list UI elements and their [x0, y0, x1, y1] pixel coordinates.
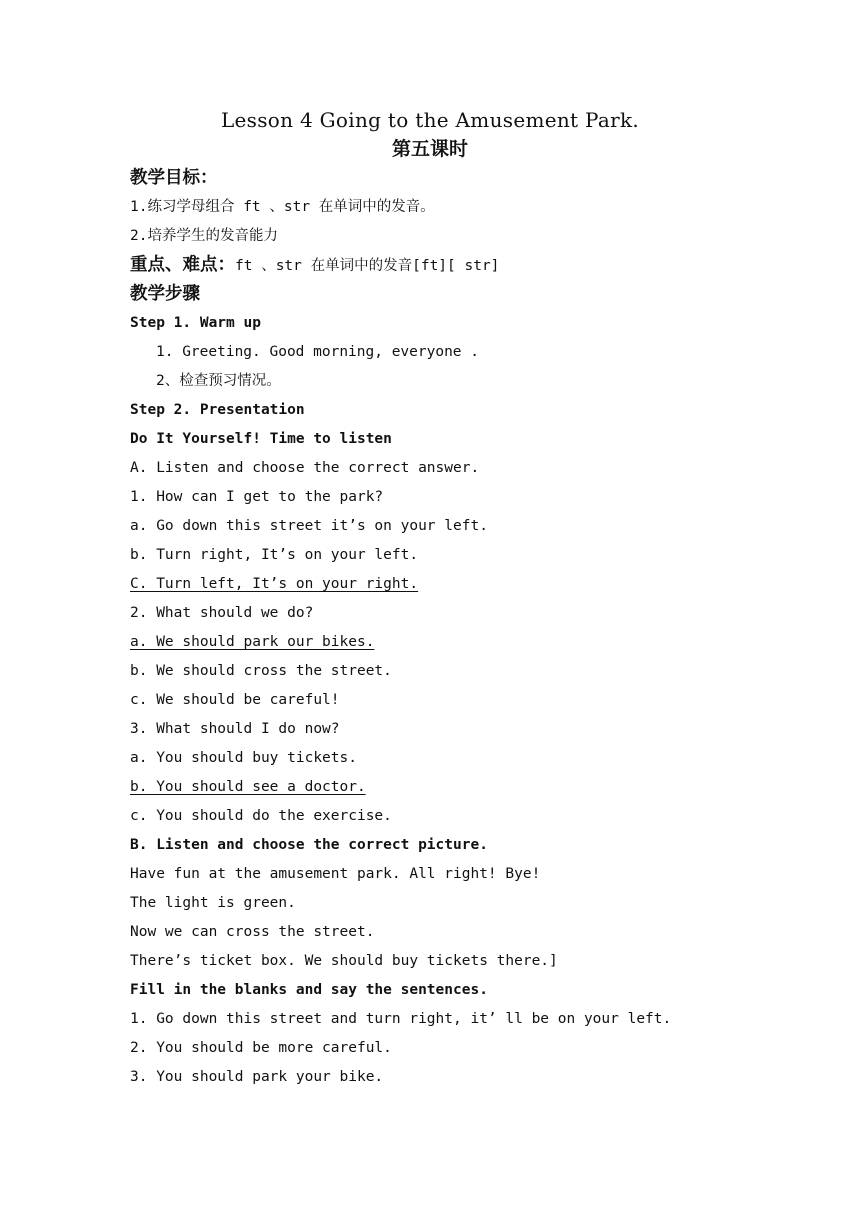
step2-subheading: Do It Yourself! Time to listen	[130, 431, 392, 447]
q2-answer-underlined: a. We should park our bikes.	[130, 634, 375, 650]
q2-option-b: b. We should cross the street.	[130, 663, 392, 679]
question-3: 3. What should I do now?	[130, 721, 340, 737]
part-b-line: Have fun at the amusement park. All right! Bye!	[130, 866, 541, 882]
part-b-instruction: B. Listen and choose the correct picture.	[130, 837, 488, 853]
question-1: 1. How can I get to the park?	[130, 489, 384, 505]
lesson-body	[130, 164, 750, 1092]
q3-option-c: c. You should do the exercise.	[130, 808, 392, 824]
key-points-text: ft 、str 在单词中的发音[ft][ str]	[235, 258, 500, 274]
objective-item: 1.练习学母组合 ft 、str 在单词中的发音。	[130, 199, 435, 215]
steps-heading: 教学步骤	[130, 284, 200, 304]
part-b-line: The light is green.	[130, 895, 296, 911]
q1-option-b: b. Turn right, It’s on your left.	[130, 547, 419, 563]
q1-option-a: a. Go down this street it’s on your left.	[130, 518, 488, 534]
q3-answer-underlined: b. You should see a doctor.	[130, 779, 366, 795]
objective-item: 2.培养学生的发音能力	[130, 228, 278, 244]
part-b-line: There’s ticket box. We should buy tickets there.]	[130, 953, 558, 969]
fill-instruction: Fill in the blanks and say the sentences.	[130, 982, 488, 998]
step1-item: 1. Greeting. Good morning, everyone .	[156, 344, 480, 360]
step1-item: 2、检查预习情况。	[156, 373, 281, 389]
part-b-line: Now we can cross the street.	[130, 924, 375, 940]
key-points	[130, 251, 750, 280]
key-points-label: 重点、难点：	[130, 255, 235, 275]
q3-option-b-answer	[130, 773, 750, 802]
part-a-instruction: A. Listen and choose the correct answer.	[130, 460, 480, 476]
fill-line: 2. You should be more careful.	[130, 1040, 392, 1056]
q1-option-c-answer	[130, 570, 750, 599]
q3-option-a: a. You should buy tickets.	[130, 750, 357, 766]
objectives-heading: 教学目标：	[130, 168, 218, 188]
question-2: 2. What should we do?	[130, 605, 314, 621]
q2-option-a-answer	[130, 628, 750, 657]
step2-heading: Step 2. Presentation	[130, 402, 305, 418]
fill-line: 1. Go down this street and turn right, it’ ll be on your left.	[130, 1011, 672, 1027]
q1-answer-underlined: C. Turn left, It’s on your right.	[130, 576, 419, 592]
step1-heading: Step 1. Warm up	[130, 315, 261, 331]
lesson-subtitle: 第五课时	[391, 138, 468, 160]
fill-line: 3. You should park your bike.	[130, 1069, 384, 1085]
q2-option-c: c. We should be careful!	[130, 692, 340, 708]
lesson-title: Lesson 4 Going to the Amusement Park.	[220, 108, 640, 132]
